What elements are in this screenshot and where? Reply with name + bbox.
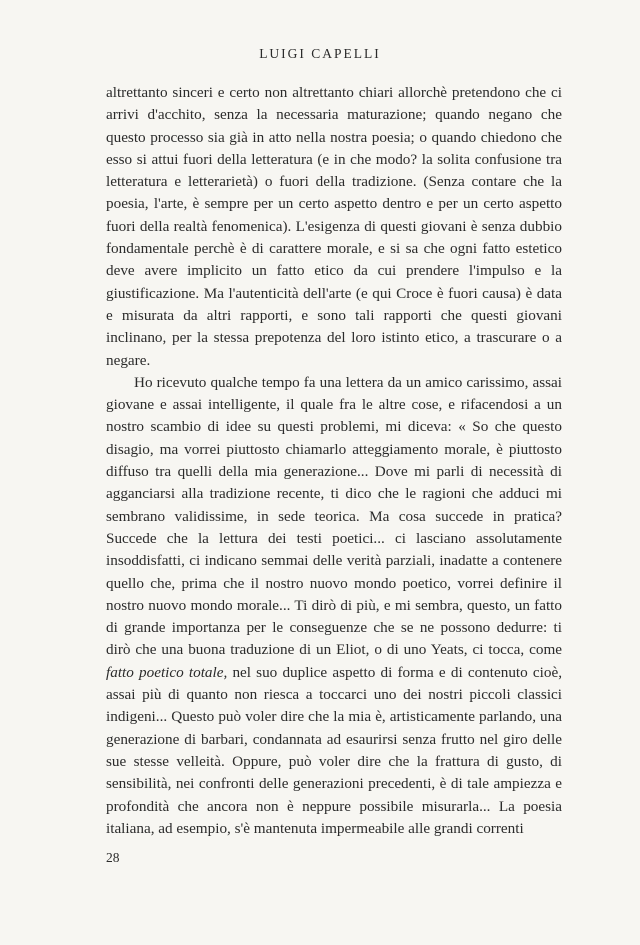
quote-emphasis: fatto poetico totale,: [106, 663, 228, 681]
quote-text-part-2: nel suo duplice aspetto di forma e di contenuto cioè, assai più di quanto non riesca a toccarci uno dei nostri piccoli classici indigeni... Questo può voler dire che la mia è, artisticamente parlando, una generazione di barbari, condannata ad esaurirsi senza frutto nel giro delle sue stesse velleità. Oppure, può voler dire che la frattura di gusto, di sensibilità, nei confronti delle generazioni precedenti, è di tale ampiezza e profondità che ancora non è neppure possibile misurarla... La poesia italiana, ad esempio, s'è mantenuta impermeabile alle grandi correnti: [106, 663, 562, 837]
paragraph-letter-quote: [106, 372, 562, 840]
body-text: [106, 82, 562, 840]
page-number: 28: [106, 850, 120, 865]
running-header: LUIGI CAPELLI: [259, 46, 381, 61]
quote-text-part-1: Ho ricevuto qualche tempo fa una lettera da un amico carissimo, assai giovane e assai intelligente, il quale fra le altre cose, e rifacendosi a un nostro scambio di idee su questi problemi, mi diceva: « So che questo disagio, ma vorrei piuttosto chiamarlo atteggiamento morale, è piuttosto diffuso tra quelli della mia generazione... Dove mi parli di necessità di agganciarsi alla tradizione recente, ti dico che le ragioni che adduci mi sembrano validissime, in sede teorica. Ma cosa succede in pratica? Succede che la lettura dei testi poetici... ci lasciano assolutamente insoddisfatti, ci indicano semmai delle verità parziali, inadatte a contenere quello che, prima che il nostro nuovo mondo poetico, vorrei definire il nostro nuovo mondo morale... Ti dirò di più, e mi sembra, questo, un fatto di grande importanza per le conseguenze che se ne possono dedurre: ti dirò che una buona traduzione di un Eliot, o di uno Yeats, ci tocca, come: [106, 373, 562, 659]
paragraph-continuation: altrettanto sinceri e certo non altrettanto chiari allorchè pretendono che ci arrivi d'acchito, senza la necessaria maturazione; quando negano che questo processo sia già in atto nella nostra poesia; o quando chiedono che esso si attui fuori della letteratura (e in che modo? la solita confusione tra letteratura e letterarietà) o fuori della tradizione. (Senza contare che la poesia, l'arte, è sempre per un certo aspetto dentro e per un certo aspetto fuori della realtà fenomenica). L'esigenza di questi giovani è senza dubbio fondamentale perchè è di carattere morale, e si sa che ogni fatto estetico deve avere implicito un fatto etico da cui prendere l'impulso e la giustificazione. Ma l'autenticità dell'arte (e qui Croce è fuori causa) è data e misurata da altri rapporti, e sono tali rapporti che questi giovani inclinano, per la stessa prepotenza del loro istinto etico, a trascurare o a negare.: [106, 84, 562, 369]
